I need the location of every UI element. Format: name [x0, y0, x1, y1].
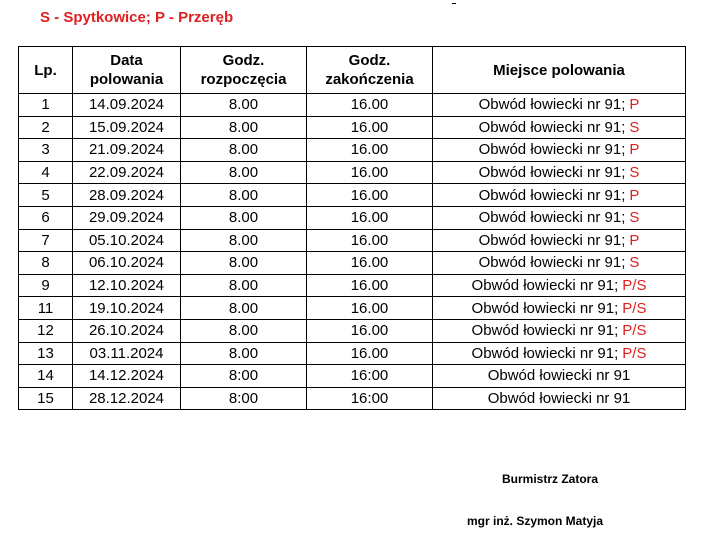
row-place-text: Obwód łowiecki nr 91;: [478, 186, 626, 204]
header-place: Miejsce polowania: [433, 47, 686, 94]
row-lp: 11: [19, 297, 73, 320]
row-place-text: Obwód łowiecki nr 91;: [471, 299, 619, 317]
table-row: [19, 184, 686, 207]
table-header-row: [19, 47, 686, 94]
table-row: [19, 229, 686, 252]
table-row: [19, 94, 686, 117]
row-place-code: P: [629, 231, 640, 249]
row-place-text: Obwód łowiecki nr 91;: [478, 231, 626, 249]
row-start-time: 8.00: [181, 297, 307, 320]
header-lp: Lp.: [19, 47, 73, 94]
table-row: [19, 274, 686, 297]
row-lp: 6: [19, 206, 73, 229]
row-place: [433, 319, 686, 342]
row-lp: 15: [19, 387, 73, 410]
row-place: [433, 229, 686, 252]
row-start-time: 8.00: [181, 342, 307, 365]
row-place: [433, 116, 686, 139]
row-place-code: P: [629, 96, 640, 114]
row-place-text: Obwód łowiecki nr 91;: [478, 141, 626, 159]
row-end-time: 16.00: [307, 319, 433, 342]
table-row: [19, 206, 686, 229]
table-row: [19, 252, 686, 275]
row-end-time: 16.00: [307, 274, 433, 297]
row-end-time: 16.00: [307, 206, 433, 229]
scan-speck: [452, 3, 456, 4]
row-place-code: P: [629, 186, 640, 204]
row-date: 12.10.2024: [73, 274, 181, 297]
table-row: [19, 365, 686, 388]
row-place-text: Obwód łowiecki nr 91;: [478, 209, 626, 227]
row-place-code: P/S: [622, 277, 647, 295]
legend-text: S - Spytkowice; P - Przeręb: [40, 9, 234, 26]
row-lp: 12: [19, 319, 73, 342]
table-row: [19, 161, 686, 184]
row-place: [433, 365, 686, 388]
row-end-time: 16.00: [307, 342, 433, 365]
row-end-time: 16:00: [307, 387, 433, 410]
row-date: 15.09.2024: [73, 116, 181, 139]
row-place-code: P: [629, 141, 640, 159]
row-date: 14.09.2024: [73, 94, 181, 117]
row-lp: 3: [19, 139, 73, 162]
row-end-time: 16:00: [307, 365, 433, 388]
row-lp: 14: [19, 365, 73, 388]
row-end-time: 16.00: [307, 161, 433, 184]
row-place: [433, 184, 686, 207]
row-end-time: 16.00: [307, 229, 433, 252]
row-date: 21.09.2024: [73, 139, 181, 162]
row-lp: 8: [19, 252, 73, 275]
row-place-text: Obwód łowiecki nr 91;: [471, 322, 619, 340]
hunting-schedule-table: [18, 46, 686, 410]
table-row: [19, 342, 686, 365]
row-place-code: P/S: [622, 344, 647, 362]
row-lp: 1: [19, 94, 73, 117]
row-place: [433, 94, 686, 117]
row-place-text: Obwód łowiecki nr 91: [487, 367, 631, 385]
row-date: 22.09.2024: [73, 161, 181, 184]
row-place: [433, 161, 686, 184]
row-end-time: 16.00: [307, 252, 433, 275]
row-place-code: S: [629, 118, 640, 136]
row-end-time: 16.00: [307, 297, 433, 320]
table-row: [19, 387, 686, 410]
row-place-text: Obwód łowiecki nr 91;: [478, 254, 626, 272]
row-end-time: 16.00: [307, 139, 433, 162]
row-place: [433, 274, 686, 297]
row-place-code: P/S: [622, 322, 647, 340]
table-row: [19, 139, 686, 162]
row-start-time: 8.00: [181, 94, 307, 117]
row-start-time: 8.00: [181, 116, 307, 139]
row-place-code: S: [629, 254, 640, 272]
row-end-time: 16.00: [307, 94, 433, 117]
row-place-text: Obwód łowiecki nr 91;: [478, 118, 626, 136]
row-place-text: Obwód łowiecki nr 91;: [478, 96, 626, 114]
row-start-time: 8.00: [181, 319, 307, 342]
header-end-time: Godz. zakończenia: [307, 47, 433, 94]
row-lp: 4: [19, 161, 73, 184]
header-start-time: Godz. rozpoczęcia: [181, 47, 307, 94]
row-place-text: Obwód łowiecki nr 91;: [471, 344, 619, 362]
row-end-time: 16.00: [307, 184, 433, 207]
row-start-time: 8.00: [181, 161, 307, 184]
row-date: 28.12.2024: [73, 387, 181, 410]
row-place-code: S: [629, 164, 640, 182]
row-place-text: Obwód łowiecki nr 91: [487, 390, 631, 408]
header-date: Data polowania: [73, 47, 181, 94]
row-place: [433, 206, 686, 229]
row-lp: 7: [19, 229, 73, 252]
row-date: 06.10.2024: [73, 252, 181, 275]
row-lp: 5: [19, 184, 73, 207]
table-row: [19, 116, 686, 139]
row-place-text: Obwód łowiecki nr 91;: [478, 164, 626, 182]
row-place: [433, 297, 686, 320]
row-place: [433, 252, 686, 275]
row-lp: 9: [19, 274, 73, 297]
row-place-code: P/S: [622, 299, 647, 317]
row-start-time: 8:00: [181, 365, 307, 388]
row-lp: 2: [19, 116, 73, 139]
row-start-time: 8.00: [181, 252, 307, 275]
row-end-time: 16.00: [307, 116, 433, 139]
row-date: 29.09.2024: [73, 206, 181, 229]
row-place-text: Obwód łowiecki nr 91;: [471, 277, 619, 295]
row-date: 26.10.2024: [73, 319, 181, 342]
row-start-time: 8.00: [181, 206, 307, 229]
row-start-time: 8.00: [181, 139, 307, 162]
row-place-code: S: [629, 209, 640, 227]
row-lp: 13: [19, 342, 73, 365]
row-start-time: 8.00: [181, 274, 307, 297]
row-date: 28.09.2024: [73, 184, 181, 207]
row-place: [433, 139, 686, 162]
row-start-time: 8:00: [181, 387, 307, 410]
signature-name: mgr inż. Szymon Matyja: [467, 514, 604, 528]
row-date: 03.11.2024: [73, 342, 181, 365]
row-date: 19.10.2024: [73, 297, 181, 320]
row-place: [433, 342, 686, 365]
row-date: 14.12.2024: [73, 365, 181, 388]
signature-title: Burmistrz Zatora: [502, 472, 599, 486]
row-start-time: 8.00: [181, 184, 307, 207]
row-start-time: 8.00: [181, 229, 307, 252]
row-place: [433, 387, 686, 410]
row-date: 05.10.2024: [73, 229, 181, 252]
table-row: [19, 297, 686, 320]
table-row: [19, 319, 686, 342]
